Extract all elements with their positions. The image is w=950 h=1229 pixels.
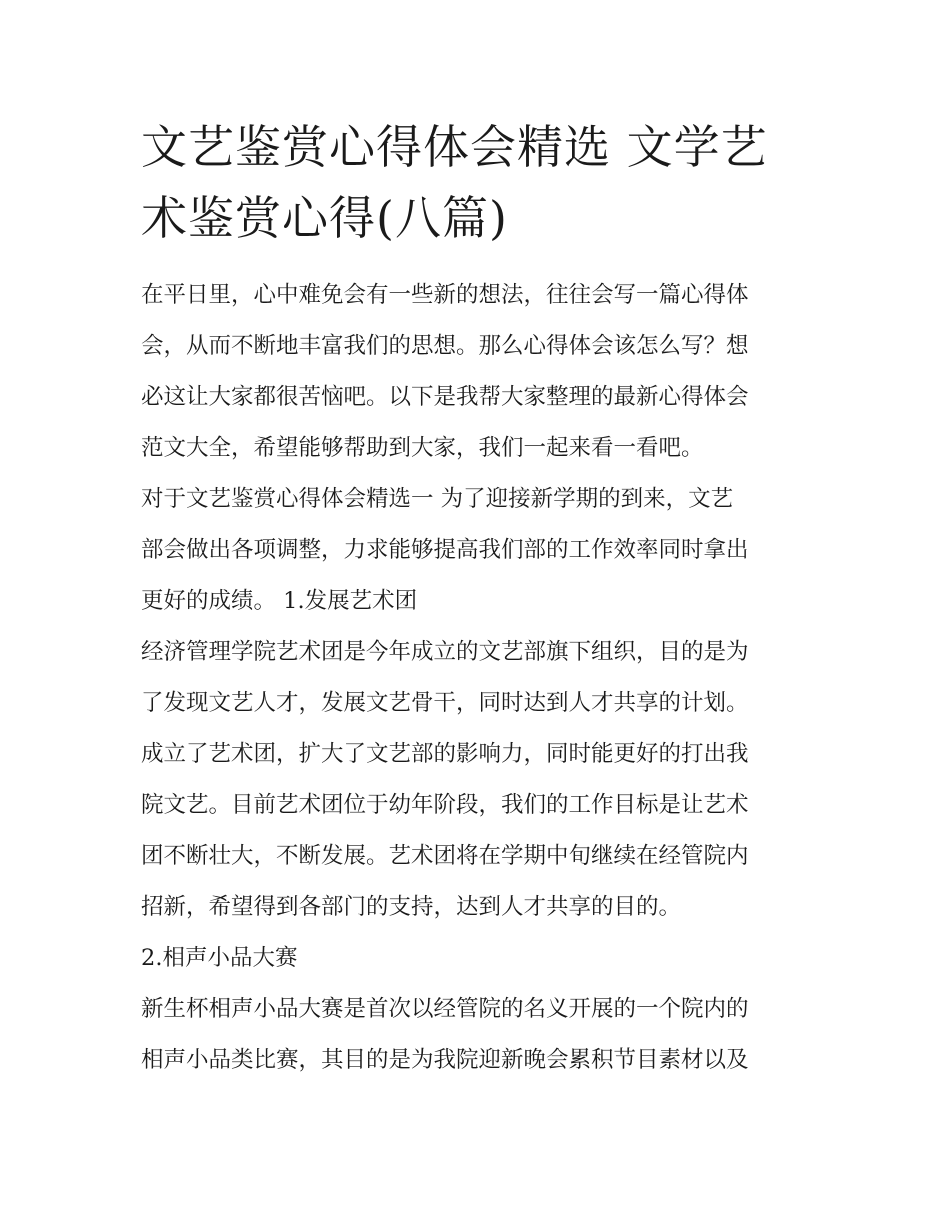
title-line: 文艺鉴赏心得体会精选 文学艺: [141, 120, 768, 174]
paragraph-section-one: [141, 474, 813, 627]
text-line: 部会做出各项调整，力求能够提高我们部的工作效率同时拿出: [141, 537, 749, 563]
text-line: 院文艺。目前艺术团位于幼年阶段，我们的工作目标是让艺术: [141, 792, 749, 818]
text-line: 经济管理学院艺术团是今年成立的文艺部旗下组织，目的是为: [141, 639, 749, 665]
text-line: 了发现文艺人才，发展文艺骨干，同时达到人才共享的计划。: [141, 690, 749, 716]
text-line: 成立了艺术团，扩大了文艺部的影响力，同时能更好的打出我: [141, 741, 749, 767]
text-line: 更好的成绩。 1.发展艺术团: [141, 588, 418, 614]
document-title: [141, 112, 813, 254]
text-line: 团不断壮大，不断发展。艺术团将在学期中旬继续在经管院内: [141, 843, 749, 869]
text-line: 招新，希望得到各部门的支持，达到人才共享的目的。: [141, 894, 682, 920]
document-body: [141, 270, 813, 1086]
text-line: 相声小品类比赛，其目的是为我院迎新晚会累积节目素材以及: [141, 1047, 749, 1073]
text-line: 2.相声小品大赛: [141, 945, 298, 971]
paragraph-art-troupe: [141, 627, 813, 933]
text-line: 在平日里，心中难免会有一些新的想法，往往会写一篇心得体: [141, 282, 749, 308]
section-heading-crosstalk: [141, 933, 813, 984]
text-line: 新生杯相声小品大赛是首次以经管院的名义开展的一个院内的: [141, 996, 749, 1022]
title-line: 术鉴赏心得(八篇): [141, 191, 508, 245]
text-line: 范文大全，希望能够帮助到大家，我们一起来看一看吧。: [141, 435, 704, 461]
paragraph-intro: [141, 270, 813, 474]
document-content: [141, 112, 813, 1086]
text-line: 会，从而不断地丰富我们的思想。那么心得体会该怎么写？想: [141, 333, 749, 359]
text-line: 对于文艺鉴赏心得体会精选一 为了迎接新学期的到来，文艺: [141, 486, 734, 512]
paragraph-crosstalk-contest: [141, 984, 813, 1086]
text-line: 必这让大家都很苦恼吧。以下是我帮大家整理的最新心得体会: [141, 384, 749, 410]
